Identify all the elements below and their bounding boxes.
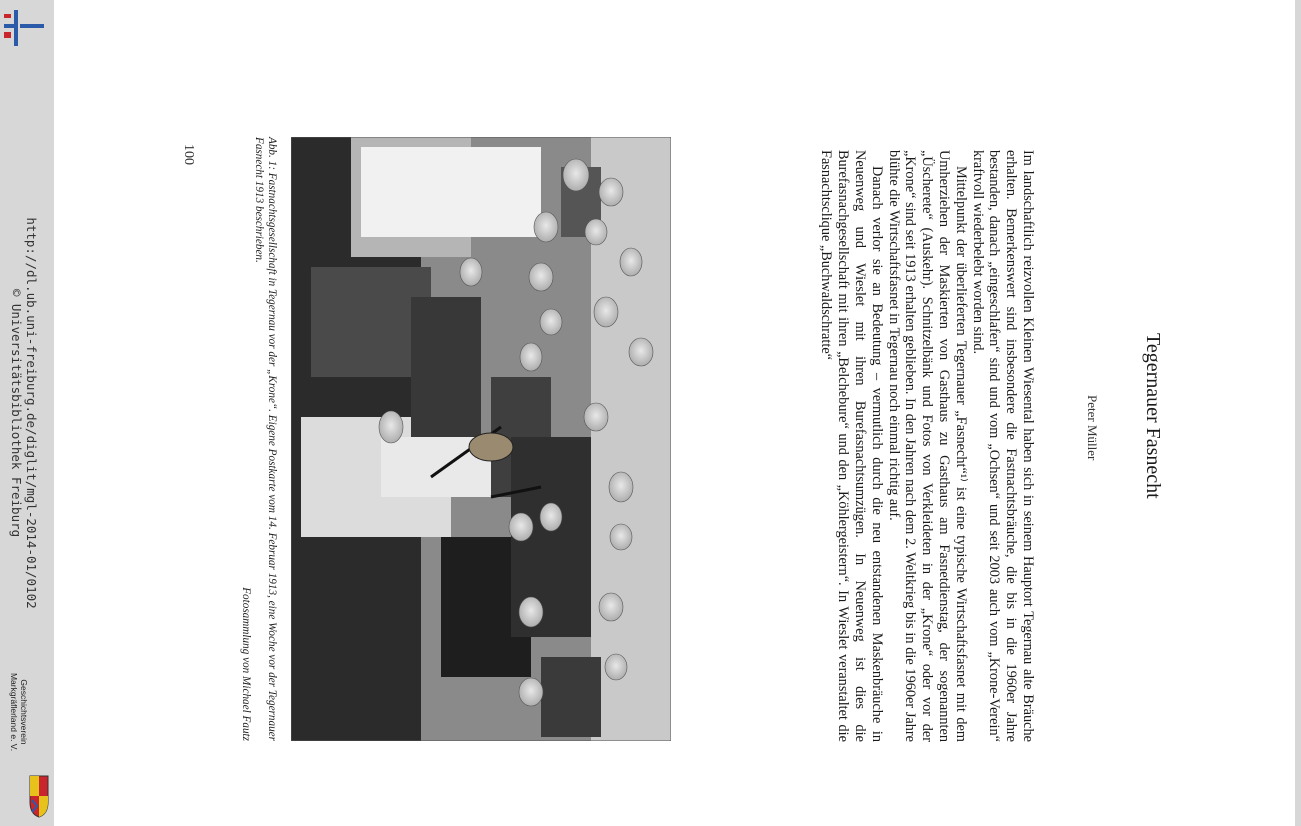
figure-caption — [238, 137, 278, 741]
paragraph-1: Im landschaftlich reizvollen Kleinen Wiesental haben sich in seinem Hauptort Tegernau alte Bräuche erhalten. Bemerkenswert sind insbesondere die Fastnachtsbräuche, die bis in die 1960er Jahre bestanden, danach „eingeschlafen“ sind und vom „Ochsen“ und seit 2003 auch vom „Krone-Verein“ kraftvoll wiederbelebt worden sind. — [969, 150, 1036, 742]
scrollbar-track[interactable] — [1295, 0, 1301, 826]
paragraph-3: Danach verlor sie an Bedeutung – vermutlich durch die neu entstandenen Maskenbräuche in Neuenweg und Wieslet mit ihren Burefasnachtsumzügen. In Neuenweg ist dies die Burefasnachgesellschaft mit ihren „Belchebure“ und den „Köhlergeistern“. In Wieslet veranstaltet die Fasnachtsclique „Buchwaldschratte“ — [818, 150, 885, 742]
historical-group-photo — [291, 137, 671, 741]
association-name-line2: Markgräflerland e. V. — [9, 672, 19, 752]
coat-of-arms-icon[interactable] — [28, 774, 50, 818]
figure-caption-text: Abb. 1: Fastnachtsgesellschaft in Tegernau vor der „Krone“. Eigene Postkarte vom 14. Februar 1913, eine Woche vor der Tegernauer Fasnecht 1913 beschrieben. — [252, 137, 278, 741]
viewer-sidebar — [0, 0, 54, 826]
figure-photo-credit: Fotosammlung von Michael Fautz — [239, 587, 252, 741]
article-author: Peter Müller — [1085, 395, 1100, 461]
document-url-link[interactable]: http://dl.ub.uni-freiburg.de/diglit/mgl-2014-01/0102 — [24, 217, 39, 609]
document-source-info — [9, 217, 39, 608]
article-title: Tegernauer Fasnecht — [1142, 333, 1164, 499]
association-name — [9, 673, 29, 751]
page-number: 100 — [181, 144, 196, 165]
paragraph-2: Mittelpunkt der überlieferten Tegernauer „Fasnecht“¹⁾ ist eine typische Wirtschaftsfasnet mit dem Umherziehen der Maskierten von Gasthaus zu Gasthaus am Fasnetdienstag, der sogenannten „Üscherete“ (Auskehr). Schnitzelbänk und Fotos von Verkleideten in der „Krone“ oder vor der „Krone“ sind seit 1913 erhalten geblieben. In den Jahren nach dem 2. Weltkrieg bis in die 1960er Jahre blühte die Wirtschaftsfasnet in Tegernau noch einmal richtig auf. — [885, 150, 969, 742]
copyright-notice: © Universitätsbibliothek Freiburg — [9, 288, 24, 538]
association-name-line1: Geschichtsverein — [19, 679, 29, 745]
article-body — [818, 150, 1036, 742]
university-library-logo-icon[interactable] — [2, 10, 46, 46]
